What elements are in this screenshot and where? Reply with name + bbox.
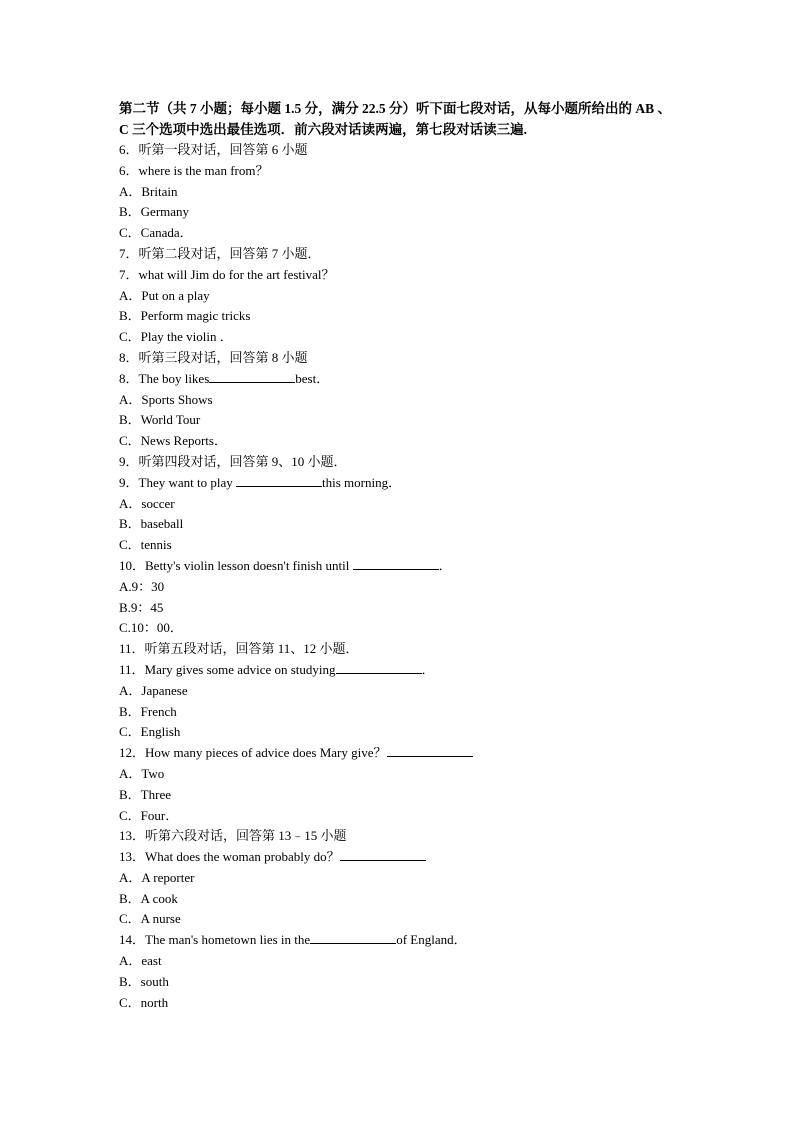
question-line (119, 743, 679, 764)
line-text-before-blank: 14．The man's hometown lies in the (119, 932, 311, 948)
section-header-line-1: 第二节（共 7 小题；每小题 1.5 分，满分 22.5 分）听下面七段对话，从每小题所给出的 AB 、 (119, 101, 672, 116)
question-line (119, 993, 679, 1014)
question-line (119, 660, 679, 681)
question-line (119, 598, 679, 619)
line-text: C．News Reports． (119, 433, 227, 449)
question-line (119, 577, 679, 598)
line-text: B.9：45 (119, 599, 164, 615)
line-text: A．Sports Shows (119, 391, 213, 407)
question-line (119, 764, 679, 785)
line-text: C．A nurse (119, 911, 181, 927)
line-text-after-blank: ． (421, 661, 435, 677)
line-text: A．Japanese (119, 682, 188, 698)
section-header-line-2: C 三个选项中选出最佳选项．前六段对话读两遍，第七段对话读三遍. (119, 122, 527, 137)
answer-blank (353, 557, 439, 570)
line-text: C．Four． (119, 807, 179, 823)
line-text-after-blank: this morning． (321, 474, 402, 490)
answer-blank (340, 848, 426, 861)
question-line (119, 494, 679, 515)
line-text: B．Three (119, 786, 171, 802)
question-line (119, 514, 679, 535)
answer-blank (236, 474, 322, 487)
question-line (119, 161, 679, 182)
answer-blank (387, 744, 473, 757)
question-line (119, 410, 679, 431)
question-line (119, 681, 679, 702)
line-text: B．south (119, 973, 169, 989)
section-header (119, 98, 679, 140)
question-line (119, 140, 679, 161)
line-text: 13．听第六段对话，回答第 13﹣15 小题 (119, 828, 347, 844)
line-text: A．Put on a play (119, 287, 210, 303)
question-line (119, 265, 679, 286)
question-line (119, 182, 679, 203)
question-line (119, 722, 679, 743)
question-line (119, 306, 679, 327)
line-text: 6．听第一段对话，回答第 6 小题 (119, 142, 308, 157)
line-text: 11．听第五段对话，回答第 11、12 小题． (119, 641, 359, 657)
line-text-after-blank: best． (295, 370, 330, 386)
line-text: 9．听第四段对话，回答第 9、10 小题． (119, 453, 347, 469)
question-list (119, 140, 679, 1013)
question-line (119, 244, 679, 265)
line-text: 7．听第二段对话，回答第 7 小题． (119, 245, 321, 261)
question-line (119, 889, 679, 910)
line-text-after-blank: ． (438, 557, 452, 573)
question-line (119, 868, 679, 889)
line-text-before-blank: 9．They want to play (119, 474, 236, 490)
question-line (119, 431, 679, 452)
line-text: A．soccer (119, 495, 175, 511)
question-line (119, 473, 679, 494)
line-text: B．A cook (119, 890, 178, 906)
question-line (119, 826, 679, 847)
line-text: C．tennis (119, 537, 172, 553)
line-text: C.10：00． (119, 620, 183, 636)
question-line (119, 369, 679, 390)
answer-blank (310, 931, 396, 944)
question-line (119, 972, 679, 993)
line-text: A.9：30 (119, 578, 165, 594)
question-line (119, 286, 679, 307)
question-line (119, 785, 679, 806)
question-line (119, 452, 679, 473)
line-text-before-blank: 13．What does the woman probably do？ (119, 849, 340, 865)
line-text: B．Perform magic tricks (119, 308, 251, 324)
question-line (119, 639, 679, 660)
line-text-before-blank: 10．Betty's violin lesson doesn't finish until (119, 557, 353, 573)
question-line (119, 847, 679, 868)
question-line (119, 618, 679, 639)
question-line (119, 806, 679, 827)
line-text: C．English (119, 724, 181, 740)
question-line (119, 702, 679, 723)
line-text: C．Canada． (119, 225, 193, 241)
line-text: B．Germany (119, 204, 190, 220)
answer-blank (336, 661, 422, 674)
question-line (119, 348, 679, 369)
line-text-before-blank: 12．How many pieces of advice does Mary give？ (119, 745, 387, 761)
line-text: B．World Tour (119, 412, 201, 428)
line-text-before-blank: 11．Mary gives some advice on studying (119, 661, 336, 677)
line-text: A．A reporter (119, 869, 195, 885)
line-text: A．east (119, 953, 162, 969)
line-text-after-blank: of England． (396, 932, 467, 948)
line-text: C．Play the violin ． (119, 329, 233, 345)
question-line (119, 390, 679, 411)
line-text: A．Britain (119, 183, 178, 199)
line-text: C．north (119, 994, 169, 1010)
question-line (119, 535, 679, 556)
document-page (119, 98, 679, 1013)
line-text: 6．where is the man from？ (119, 162, 269, 178)
question-line (119, 327, 679, 348)
line-text: B．baseball (119, 516, 184, 532)
line-text: 8．听第三段对话，回答第 8 小题 (119, 349, 308, 365)
question-line (119, 909, 679, 930)
question-line (119, 223, 679, 244)
question-line (119, 556, 679, 577)
question-line (119, 930, 679, 951)
line-text-before-blank: 8．The boy likes (119, 370, 210, 386)
question-line (119, 951, 679, 972)
line-text: A．Two (119, 765, 165, 781)
line-text: B．French (119, 703, 177, 719)
answer-blank (209, 370, 295, 383)
question-line (119, 202, 679, 223)
line-text: 7．what will Jim do for the art festival？ (119, 266, 335, 282)
